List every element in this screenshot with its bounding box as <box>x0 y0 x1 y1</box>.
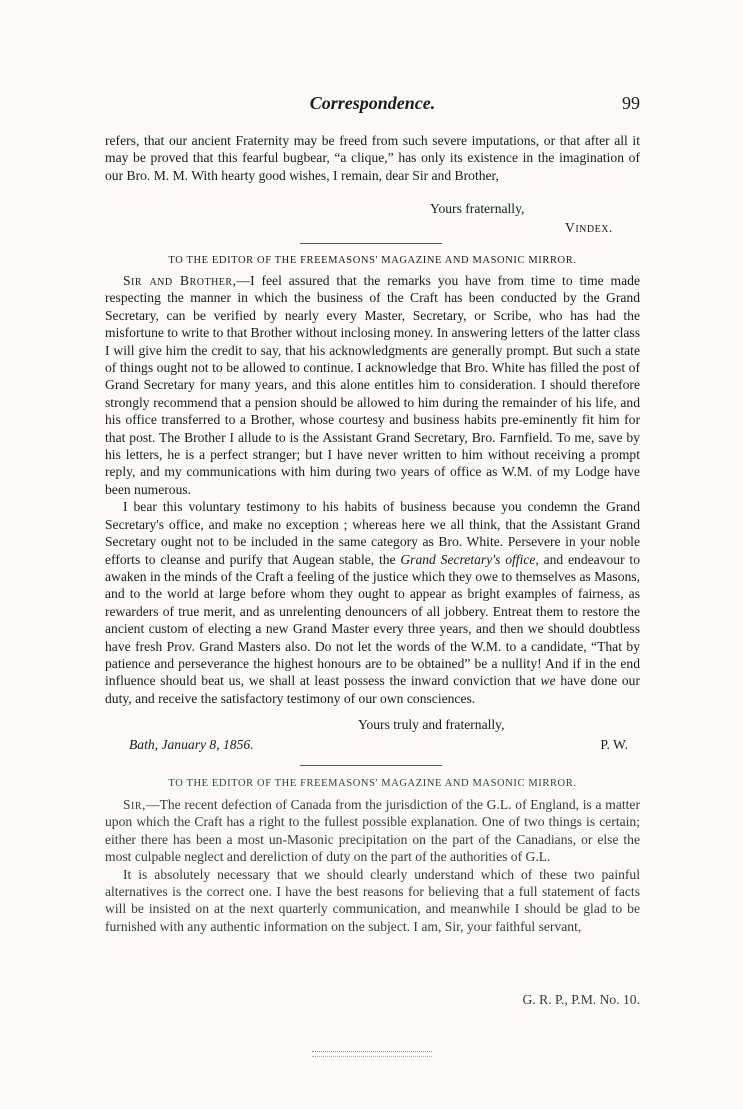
letter-vindex-signature: Vindex. <box>565 220 613 235</box>
letter-grp-addressee: TO THE EDITOR OF THE FREEMASONS' MAGAZINE AND MASONIC MIRROR. <box>168 778 577 789</box>
letter-grp-salutation: Sir, <box>123 797 146 812</box>
letter-grp-signature: G. R. P., P.M. No. 10. <box>522 992 640 1007</box>
letter-pw-para2-we: we <box>540 673 556 689</box>
letter-vindex-closing: Yours fraternally, <box>430 201 525 216</box>
running-title: Correspondence. <box>309 93 436 113</box>
letter-pw <box>105 272 640 707</box>
letter-pw-salutation: Sir and Brother, <box>123 273 237 288</box>
letter-vindex-body: refers, that our ancient Fraternity may be freed from such severe imputations, or that after all it may be proved that this fearful bugbear, “a clique,” has only its existence in the imagination of our Bro. M. M. With hearty good wishes, I remain, dear Sir and Brother, <box>105 133 640 183</box>
letter-pw-para2-text-a: I bear this voluntary testimony to his habits of business because you condemn the Grand Secretary's office, and make no exception ; whereas here we all think, that the Assistant Grand Secretary ought not to be included in the same category as Bro. White. Persevere in your noble efforts to cleanse and purify that Augean stable, the <box>105 499 640 567</box>
end-ornament <box>312 1051 432 1057</box>
letter-pw-paragraph-2 <box>105 498 640 707</box>
section-divider <box>300 243 442 244</box>
letter-pw-para2-italic: Grand Secretary's office, <box>400 551 539 567</box>
page-header <box>105 93 640 119</box>
letter-pw-closing: Yours truly and fraternally, <box>358 717 505 732</box>
letter-pw-para2-text-b: and endeavour to awaken in the minds of the Craft a feeling of the justice which they owe to themselves as Masons, and to the world at large before whom they ought to appear as bright examples of fairness, as rewarders of true merit, and as unrelenting denouncers of all jobbery. Entreat them to restore the ancient custom of electing a new Grand Master every three years, and then we should doubtless have fresh Prov. Grand Masters also. Do not let the words of the W.M. to a candidate, “That by patience and perseverance the highest honours are to be obtained” be a nullity! And if in the end influence should beat us, we shall at least possess the inward conviction that <box>105 551 640 689</box>
letter-pw-date: Bath, January 8, 1856. <box>129 737 254 752</box>
letter-grp-paragraph-2: It is absolutely necessary that we should clearly understand which of these two painful alternatives is the correct one. I have the best reasons for believing that a full statement of facts will be insisted on at the next quarterly communication, and meanwhile I should be glad to be furnished with any authentic information on the subject. I am, Sir, your faithful servant, <box>105 866 640 934</box>
letter-grp <box>105 796 640 935</box>
page-number: 99 <box>622 93 640 113</box>
section-divider <box>300 765 442 766</box>
letter-pw-para2-text-c: have done our duty, and receive the satisfactory testimony of our own consciences. <box>105 673 640 706</box>
letter-pw-addressee: TO THE EDITOR OF THE FREEMASONS' MAGAZINE AND MASONIC MIRROR. <box>168 255 577 266</box>
letter-grp-paragraph-1 <box>105 796 640 866</box>
letter-pw-initials: P. W. <box>600 737 628 752</box>
letter-pw-para1-text: —I feel assured that the remarks you have from time to time made respecting the manner in which the business of the Craft has been conducted by the Grand Secretary, can be verified by nearly every Master, Secretary, or Scribe, who has had the misfortune to write to that Brother without inclosing money. In answering letters of the latter class I will give him the credit to say, that his acknowledgments are generally prompt. But such a state of things ought not to be allowed to continue. I acknowledge that Bro. White has filled the post of Grand Secretary for many years, and this alone entitles him to consideration. I should therefore strongly recommend that a pension should be allowed to him during the remainder of his life, and his office transferred to a Brother, whose courtesy and business habits pre-eminently fit him for that post. The Brother I allude to is the Assistant Grand Secretary, Bro. Farnfield. To me, save by his letters, he is a perfect stranger; but I have never written to him without receiving a prompt reply, and my communications with him during two years of office as W.M. of my Lodge have been numerous. <box>105 273 640 497</box>
letter-grp-para1-text: —The recent defection of Canada from the jurisdiction of the G.L. of England, is a matter upon which the Craft has a right to the fullest possible explanation. One of two things is certain; either there has been a most un-Masonic precipitation on the part of the Canadians, or else the most culpable neglect and dereliction of duty on the part of the authorities of G.L. <box>105 797 640 865</box>
letter-pw-paragraph-1 <box>105 272 640 498</box>
letter-vindex <box>105 132 640 184</box>
